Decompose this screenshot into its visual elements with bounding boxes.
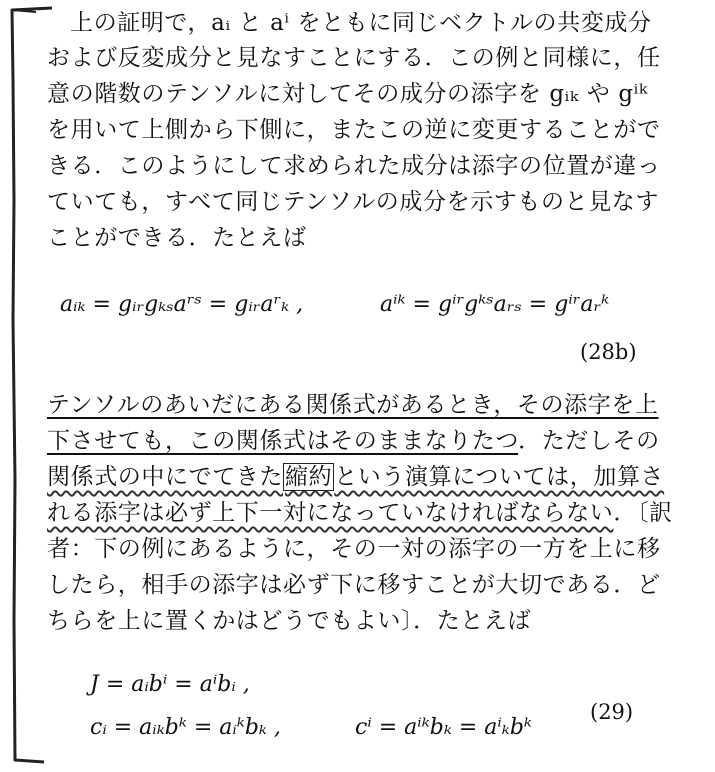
text-line (47, 424, 667, 458)
text-line (47, 496, 673, 530)
text-line: 意の階数のテンソルに対してその成分の添字を gᵢₖ や gⁱᵏ (47, 81, 648, 107)
text-line: ていても，すべて同じテンソルの成分を示すものと見なす (47, 189, 659, 215)
text-line: を用いて上側から下側に，またこの逆に変更することがで (47, 117, 661, 143)
equation-number: (29) (590, 700, 634, 724)
text-line-underlined: テンソルのあいだにある関係式があるとき，その添字を上 (47, 392, 659, 418)
equation-right: aⁱᵏ = gⁱʳgᵏˢaᵣₛ = gⁱʳaᵣᵏ (380, 292, 610, 317)
equation-number: (28b) (580, 340, 637, 364)
text-span: ．〔訳 (613, 500, 673, 526)
underlined-phrase: 下させても，この関係式はそのままなりたつ (47, 428, 519, 454)
equation-line-2-left: cᵢ = aᵢₖbᵏ = aᵢᵏbₖ , (90, 715, 281, 740)
text-line: きる．このようにして求められた成分は添字の位置が違っ (47, 153, 661, 179)
text-line: ことができる．たとえば (47, 225, 307, 251)
wavy-underlined-phrase: れる添字は必ず上下一対になっていなければならない (47, 500, 614, 526)
text-span: ．ただしその (518, 428, 660, 454)
text-span: 関係式の中にでてきた (47, 464, 283, 490)
equation-left: aᵢₖ = gᵢᵣgₖₛaʳˢ = gᵢᵣaʳₖ , (60, 292, 304, 317)
equation-line-1: J = aᵢbⁱ = aⁱbᵢ , (90, 672, 250, 697)
text-line: したら，相手の添字は必ず下に移すことが大切である．ど (47, 572, 661, 598)
text-span: という演算については，加算さ (334, 464, 665, 490)
equation-line-2-right: cⁱ = aⁱᵏbₖ = aⁱₖbᵏ (355, 715, 532, 740)
boxed-term: 縮約 (285, 464, 333, 490)
text-line: 上の証明で，aᵢ と aⁱ をともに同じベクトルの共変成分 (70, 10, 652, 36)
text-line: および反変成分と見なすことにする．この例と同様に，任 (47, 45, 661, 71)
text-line: 者：下の例にあるように，その一対の添字の一方を上に移 (47, 536, 661, 562)
text-line: ちらを上に置くかはどうでもよい〕．たとえば (47, 608, 532, 634)
text-line (47, 460, 667, 494)
